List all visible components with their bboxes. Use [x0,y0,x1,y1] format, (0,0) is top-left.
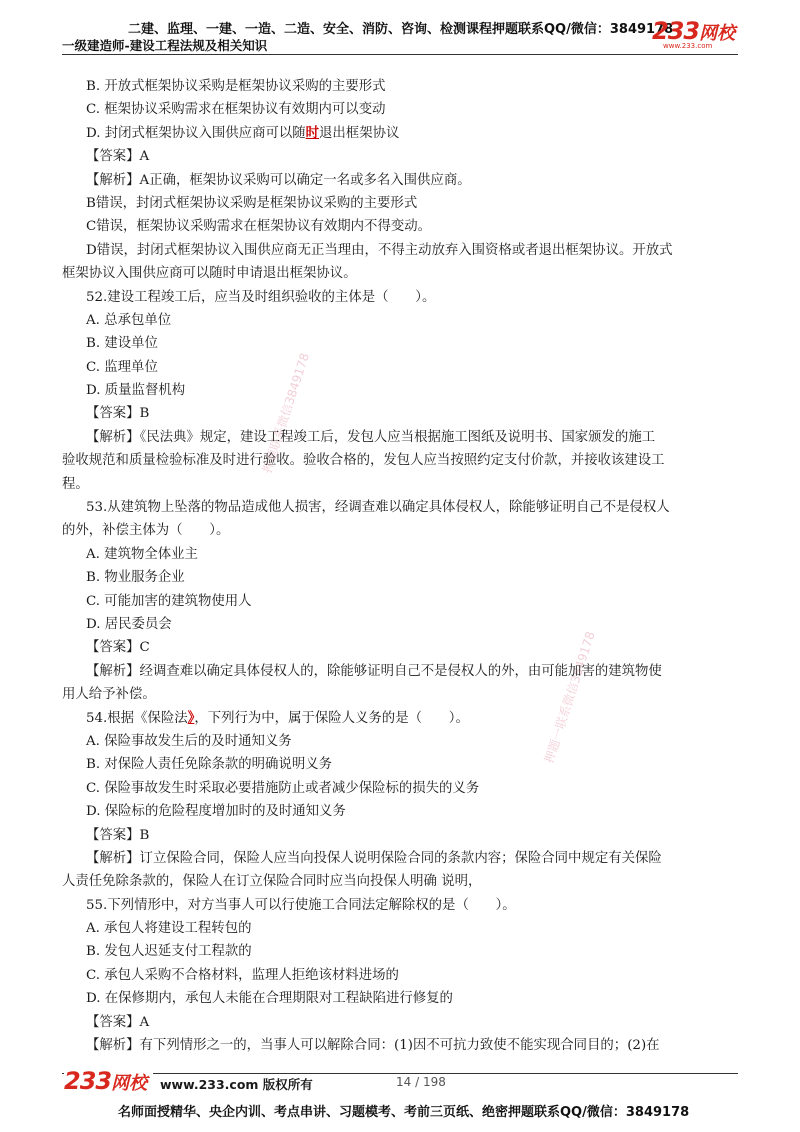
brand-logo [652,17,735,45]
text-line [62,964,738,987]
text-line [62,800,738,823]
line-text: B. 建设单位 [86,336,158,352]
text-line [62,566,738,589]
text-line [62,379,738,402]
line-text: 55.下列情形中，对方当事人可以行使施工合同法定解除权的是（ ）。 [86,897,516,913]
line-text: B错误，封闭式框架协议采购是框架协议采购的主要形式 [86,195,418,211]
page-number: 14 / 198 [392,1075,450,1089]
text-line [62,332,738,355]
line-text: 【解析】《民法典》规定，建设工程竣工后，发包人应当根据施工图纸及说明书、国家颁发的施工 [86,429,656,445]
text-line [62,473,738,496]
text-line [62,987,738,1010]
text-line [62,356,738,379]
text-line [62,683,738,706]
line-text: B. 物业服务企业 [86,570,185,586]
header-contact-line: 二建、监理、一建、一造、二造、安全、消防、咨询、检测课程押题联系QQ/微信：3849178 [128,22,674,37]
text-line [62,894,738,917]
text-line [62,309,738,332]
text-line [62,402,738,425]
text-line [62,75,738,98]
footer-copyright: www.233.com 版权所有 [156,1075,317,1093]
text-line [62,590,738,613]
line-text: 【解析】订立保险合同，保险人应当向投保人说明保险合同的条款内容；保险合同中规定有关保险 [86,850,662,866]
line-text: 人责任免除条款的，保险人在订立保险合同时应当向投保人明确 说明， [62,874,482,890]
line-text: D. 保险标的危险程度增加时的及时通知义务 [86,804,346,820]
line-text: 54.根据《保险法 [86,710,188,726]
text-line [62,777,738,800]
line-text: C. 承包人采购不合格材料，监理人拒绝该材料进场的 [86,967,399,983]
footer-logo [64,1067,153,1095]
logo-suffix: 网校 [699,23,736,44]
document-subtitle: 一级建造师-建设工程法规及相关知识 [62,38,268,53]
line-text: 【解析】有下列情形之一的，当事人可以解除合同：(1)因不可抗力致使不能实现合同目的；(2)在 [86,1038,660,1054]
line-text: D. 在保修期内，承包人未能在合理期限对工程缺陷进行修复的 [86,991,453,1007]
line-text: 53.从建筑物上坠落的物品造成他人损害，经调查难以确定具体侵权人，除能够证明自己不是侵权人 [86,500,670,516]
line-text: 【答案】A [86,1014,150,1030]
document-body [62,75,738,1057]
logo-number: 233 [652,17,700,45]
line-text-continued: ，下列行为中，属于保险人义务的是（ ）。 [194,710,469,726]
line-text: 的外，补偿主体为（ ）。 [62,523,230,539]
text-line [62,426,738,449]
line-text: A. 承包人将建设工程转包的 [86,921,252,937]
line-text: B. 发包人迟延支付工程款的 [86,944,252,960]
line-text: B. 开放式框架协议采购是框架协议采购的主要形式 [86,79,386,94]
line-text: A. 建筑物全体业主 [86,546,198,562]
text-line [62,824,738,847]
line-text: 【解析】A正确，框架协议采购可以确定一名或多名入围供应商。 [86,172,471,188]
footer-divider [62,1073,738,1074]
line-text: D. 居民委员会 [86,616,172,632]
line-text: D. 质量监督机构 [86,383,186,399]
line-text: 【解析】经调查难以确定具体侵权人的，除能够证明自己不是侵权人的外，由可能加害的建筑物使 [86,663,662,679]
text-line [62,917,738,940]
text-line [62,98,738,121]
text-line [62,169,738,192]
text-line [62,636,738,659]
text-line [62,753,738,776]
line-text: 用人给予补偿。 [62,687,156,703]
footer-contact-line: 名师面授精华、央企内训、考点串讲、习题模考、考前三页纸、绝密押题联系QQ/微信：3849178 [118,1105,690,1120]
line-text: 框架协议入围供应商可以随时申请退出框架协议。 [62,266,357,282]
line-text: 【答案】C [86,640,150,656]
text-line [62,496,738,519]
header-divider [62,54,738,55]
text-line [62,192,738,215]
line-text-continued: 退出框架协议 [319,125,400,141]
text-line [62,286,738,309]
text-line [62,1034,738,1057]
text-line [62,449,738,472]
text-line [62,122,738,145]
text-line [62,215,738,238]
line-text: 【答案】B [86,827,150,843]
edit-mark: 》 [187,709,195,726]
line-text: B. 对保险人责任免除条款的明确说明义务 [86,757,332,773]
text-line [62,707,738,730]
logo-url: www.233.com [663,42,713,50]
line-text: C. 可能加害的建筑物使用人 [86,593,252,609]
watermark-2: 押题一联系微信3849178 [541,629,598,765]
line-text: C. 框架协议采购需求在框架协议有效期内可以变动 [86,102,386,118]
line-text: 52.建设工程竣工后，应当及时组织验收的主体是（ ）。 [86,289,436,305]
line-text: D. 封闭式框架协议入围供应商可以随 [86,125,306,141]
text-line [62,262,738,285]
footer-logo-suffix: 网校 [111,1073,148,1094]
line-text: 程。 [62,476,89,492]
text-line [62,519,738,542]
text-line [62,660,738,683]
watermark-1: 押题联系微信3849178 [259,351,312,475]
line-text: C. 监理单位 [86,359,158,375]
edit-mark: 时 [305,124,320,141]
line-text: 验收规范和质量检验标准及时进行验收。验收合格的，发包人应当按照约定支付价款，并接收该建设工 [62,453,665,469]
text-line [62,730,738,753]
text-line [62,940,738,963]
line-text: C. 保险事故发生时采取必要措施防止或者减少保险标的损失的义务 [86,780,480,796]
text-line [62,1011,738,1034]
text-line [62,613,738,636]
line-text: C错误，框架协议采购需求在框架协议有效期内不得变动。 [86,219,432,235]
line-text: A. 总承包单位 [86,312,172,328]
line-text: 【答案】B [86,406,150,422]
text-line [62,870,738,893]
line-text: A. 保险事故发生后的及时通知义务 [86,733,292,749]
line-text: 【答案】A [86,149,150,165]
line-text: D错误，封闭式框架协议入围供应商无正当理由，不得主动放弃入围资格或者退出框架协议。开放式 [86,242,673,258]
text-line [62,847,738,870]
text-line [62,145,738,168]
text-line [62,543,738,566]
text-line [62,239,738,262]
footer-logo-number: 233 [64,1067,112,1095]
